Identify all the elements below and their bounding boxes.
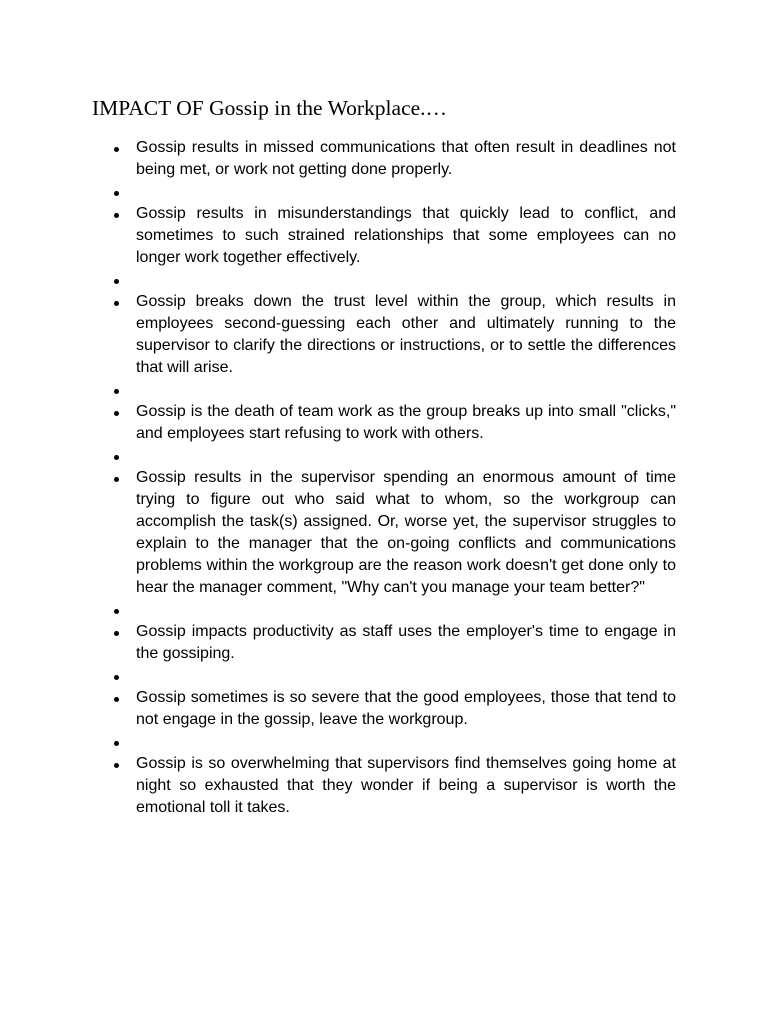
bullet-item bbox=[0, 203, 676, 269]
bullet-item bbox=[0, 467, 676, 599]
bullet-dot-icon bbox=[114, 477, 119, 482]
bullet-dot-icon bbox=[114, 675, 119, 680]
bullet-dot-icon bbox=[114, 609, 119, 614]
empty-bullet-item bbox=[0, 379, 676, 401]
empty-bullet-item bbox=[0, 445, 676, 467]
empty-bullet-item bbox=[0, 181, 676, 203]
bullet-item bbox=[0, 687, 676, 731]
bullet-dot-icon bbox=[114, 191, 119, 196]
bullet-dot-icon bbox=[114, 279, 119, 284]
bullet-text: Gossip sometimes is so severe that the good employees, those that tend to not engage in the gossip, leave the workgroup. bbox=[136, 689, 676, 728]
bullet-dot-icon bbox=[114, 147, 119, 152]
bullet-text: Gossip results in misunderstandings that quickly lead to conflict, and sometimes to such strained relationships that some employees can no longer work together effectively. bbox=[136, 205, 676, 266]
bullet-item bbox=[0, 401, 676, 445]
bullet-item bbox=[0, 137, 676, 181]
bullet-dot-icon bbox=[114, 741, 119, 746]
bullet-list bbox=[0, 137, 768, 819]
bullet-item bbox=[0, 291, 676, 379]
empty-bullet-item bbox=[0, 599, 676, 621]
bullet-text: Gossip is so overwhelming that supervisors find themselves going home at night so exhausted that they wonder if being a supervisor is worth the emotional toll it takes. bbox=[136, 755, 676, 816]
bullet-dot-icon bbox=[114, 631, 119, 636]
document-title: IMPACT OF Gossip in the Workplace.… bbox=[92, 96, 448, 120]
bullet-dot-icon bbox=[114, 301, 119, 306]
bullet-dot-icon bbox=[114, 389, 119, 394]
bullet-dot-icon bbox=[114, 411, 119, 416]
bullet-text: Gossip is the death of team work as the group breaks up into small "clicks," and employees start refusing to work with others. bbox=[136, 403, 676, 442]
bullet-dot-icon bbox=[114, 213, 119, 218]
bullet-dot-icon bbox=[114, 763, 119, 768]
bullet-text: Gossip impacts productivity as staff uses the employer's time to engage in the gossiping. bbox=[136, 623, 676, 662]
bullet-text: Gossip results in missed communications that often result in deadlines not being met, or work not getting done properly. bbox=[136, 139, 676, 178]
bullet-text: Gossip results in the supervisor spending an enormous amount of time trying to figure out who said what to whom, so the workgroup can accomplish the task(s) assigned. Or, worse yet, the supervisor struggles to explain to the manager that the on-going conflicts and communications problems within the workgroup are the reason work doesn't get done only to hear the manager comment, "Why can't you manage your team better?" bbox=[136, 469, 676, 596]
bullet-item bbox=[0, 753, 676, 819]
bullet-dot-icon bbox=[114, 455, 119, 460]
empty-bullet-item bbox=[0, 731, 676, 753]
bullet-dot-icon bbox=[114, 697, 119, 702]
bullet-text: Gossip breaks down the trust level within the group, which results in employees second-guessing each other and ultimately running to the supervisor to clarify the directions or instructions, or to settle the differences that will arise. bbox=[136, 293, 676, 376]
bullet-item bbox=[0, 621, 676, 665]
empty-bullet-item bbox=[0, 269, 676, 291]
empty-bullet-item bbox=[0, 665, 676, 687]
